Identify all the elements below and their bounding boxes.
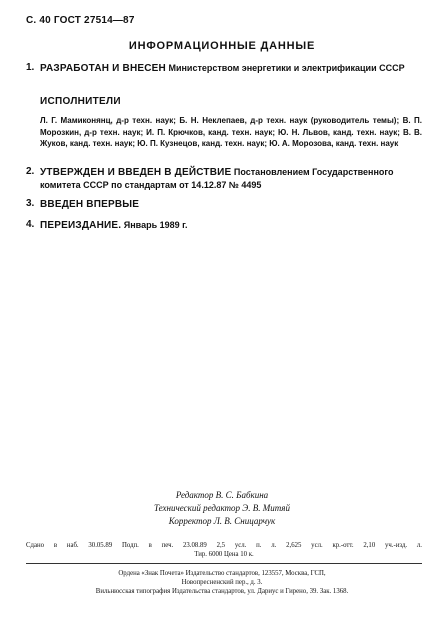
- publisher-line: Вильнюсская типография Издательства стандартов, ул. Дариус и Гирено, 39. Зак. 1368.: [95, 588, 349, 595]
- publisher-info: [0, 569, 444, 596]
- editor-line: Редактор В. С. Бабкина: [175, 490, 269, 500]
- item-developed: [26, 62, 422, 75]
- tech-editor-line: Технический редактор Э. В. Митяй: [154, 503, 290, 513]
- print-info-line: Сдано в наб. 30.05.89 Подп. в печ. 23.08.89 2,5 усл. п. л. 2,625 усл. кр.-отт. 2,10 уч.-изд. л.: [26, 542, 422, 549]
- performers-heading: ИСПОЛНИТЕЛИ: [40, 96, 121, 107]
- item-number: 3.: [26, 198, 35, 209]
- item-number: 2.: [26, 166, 35, 177]
- performers-list: Л. Г. Мамиконянц, д-р техн. наук; Б. Н. Неклепаев, д-р техн. наук (руководитель темы); В. П. Морозкин, д-р техн. наук; И. П. Крючков, канд. техн. наук; Ю. Н. Львов, канд. техн. наук; В. В. Жуков, канд. техн. наук; Ю. П. Кузнецов, канд. техн. наук; Ю. А. Морозова, канд. техн. наук: [40, 116, 422, 148]
- editorial-staff: [0, 489, 444, 528]
- item-body: [40, 62, 422, 75]
- item-first-introduced: [26, 198, 422, 211]
- item-caps: ПЕРЕИЗДАНИЕ.: [40, 220, 122, 231]
- item-body: [40, 166, 422, 191]
- item-reissue: [26, 219, 422, 232]
- item-number: 1.: [26, 62, 35, 73]
- item-caps: РАЗРАБОТАН И ВНЕСЕН: [40, 63, 166, 74]
- item-number: 4.: [26, 219, 35, 230]
- item-approved: [26, 166, 422, 191]
- item-caps: УТВЕРЖДЕН И ВВЕДЕН В ДЕЙСТВИЕ: [40, 167, 232, 178]
- publisher-line: Новопресненский пер., д. 3.: [181, 579, 263, 586]
- item-text: Январь 1989 г.: [123, 220, 188, 230]
- item-body: [40, 219, 422, 232]
- item-text: Министерством энергетики и электрификации СССР: [168, 63, 405, 73]
- proofreader-line: Корректор Л. В. Сницарчук: [168, 516, 276, 526]
- publisher-line: Ордена «Знак Почета» Издательство стандартов, 123557, Москва, ГСП,: [118, 570, 326, 577]
- running-head: С. 40 ГОСТ 27514—87: [26, 15, 135, 26]
- print-info-line: Тир. 6000 Цена 10 к.: [194, 551, 254, 558]
- print-info: [26, 541, 422, 559]
- item-caps: ВВЕДЕН ВПЕРВЫЕ: [40, 199, 140, 210]
- divider: [26, 563, 422, 564]
- item-text: Постановлением Государственного комитета СССР по стандартам от 14.12.87 № 4495: [40, 167, 394, 190]
- item-body: [40, 198, 422, 211]
- page-title: ИНФОРМАЦИОННЫЕ ДАННЫЕ: [128, 40, 316, 52]
